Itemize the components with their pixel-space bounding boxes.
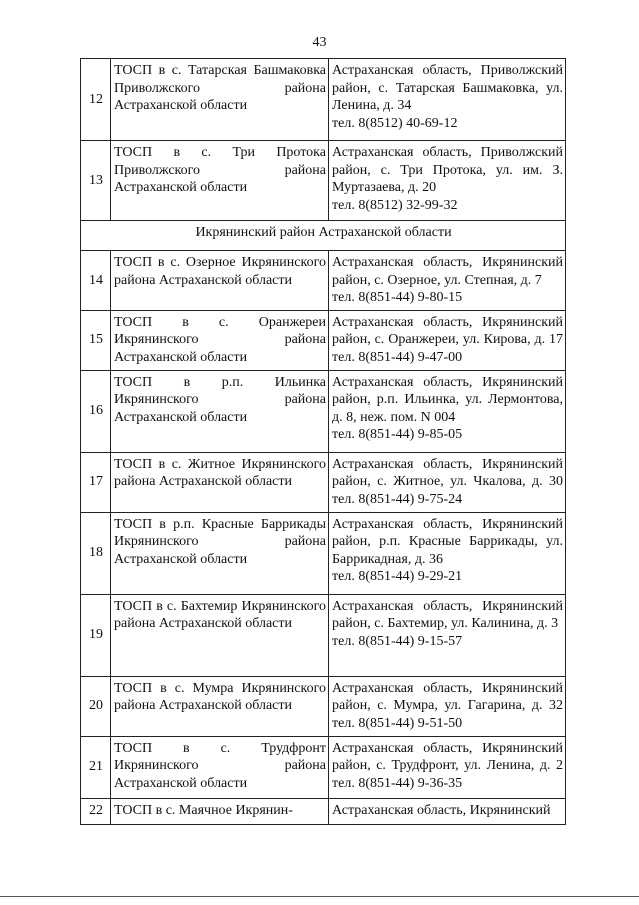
table-row — [81, 798, 566, 824]
office-address: Астраханская область, Икрянинский район, с. Мумра, ул. Гагарина, д. 32 тел. 8(851-44) 9-51-50 — [332, 680, 563, 731]
office-phone: тел. 8(851-44) 9-29-21 — [332, 569, 463, 584]
page-number: 43 — [312, 35, 327, 50]
section-title: Икрянинский район Астраханской области — [81, 221, 566, 251]
office-address-cell — [329, 676, 566, 736]
office-phone: тел. 8(851-44) 9-85-05 — [332, 427, 463, 442]
office-address-cell — [329, 736, 566, 798]
row-number: 16 — [81, 370, 111, 452]
office-phone: тел. 8(851-44) 9-80-15 — [332, 290, 463, 305]
office-address: Астраханская область, Икрянинский район, р.п. Красные Баррикады, ул. Баррикадная, д. 36 — [332, 516, 563, 567]
office-address-cell — [329, 452, 566, 512]
office-address: Астраханская область, Приволжский район, с. Татарская Башмаковка, ул. Ленина, д. 34 — [332, 63, 563, 113]
office-address: Астраханская область, Икрянинский район, с. Трудфронт, ул. Ленина, д. 2 тел. 8(851-44) 9-36-35 — [332, 740, 563, 791]
row-number: 20 — [81, 676, 111, 736]
office-address: Астраханская область, Икрянинский район, с. Оранжереи, ул. Кирова, д. 17 тел. 8(851-44) 9-47-00 — [332, 314, 563, 365]
office-address: Астраханская область, Икрянинский район, с. Бахтемир, ул. Калинина, д. 3 — [332, 598, 563, 631]
office-name: ТОСП в с. Озерное Икрянинского района Астраханской области — [111, 251, 329, 311]
office-name: ТОСП в с. Житное Икрянинского района Астраханской области — [111, 452, 329, 512]
table-row — [81, 452, 566, 512]
office-phone: тел. 8(8512) 40-69-12 — [332, 115, 458, 131]
section-header-row — [81, 221, 566, 251]
office-address-cell — [329, 512, 566, 594]
row-number: 22 — [81, 798, 111, 824]
office-address: Астраханская область, Икрянинский — [332, 802, 551, 818]
table-row — [81, 59, 566, 141]
office-phone: тел. 8(8512) 32-99-32 — [332, 197, 458, 213]
table-row — [81, 736, 566, 798]
office-address: Астраханская область, Приволжский район, с. Три Протока, ул. им. З. Муртазаева, д. 20 — [332, 145, 563, 195]
row-number: 14 — [81, 251, 111, 311]
office-name: ТОСП в с. Маячное Икрянин- — [111, 798, 329, 824]
row-number: 15 — [81, 310, 111, 370]
table-row — [81, 251, 566, 311]
row-number: 19 — [81, 594, 111, 676]
office-name: ТОСП в с. Мумра Икрянинского района Астраханской области — [111, 676, 329, 736]
table-row — [81, 594, 566, 676]
table-row — [81, 676, 566, 736]
table-row — [81, 310, 566, 370]
office-address-cell — [329, 59, 566, 141]
office-name: ТОСП в с. Татарская Башмаковка Приволжского района Астраханской области — [111, 59, 329, 141]
office-phone: тел. 8(851-44) 9-15-57 — [332, 633, 463, 649]
row-number: 12 — [81, 59, 111, 141]
office-address-cell — [329, 594, 566, 676]
row-number: 17 — [81, 452, 111, 512]
office-name: ТОСП в с. Оранжереи Икрянинского района Астраханской области — [111, 310, 329, 370]
office-name: ТОСП в р.п. Красные Баррикады Икрянинского района Астраханской области — [111, 512, 329, 594]
office-address-cell — [329, 798, 566, 824]
row-number: 18 — [81, 512, 111, 594]
office-name: ТОСП в с. Три Протока Приволжского района Астраханской области — [111, 141, 329, 221]
offices-table — [80, 58, 566, 825]
table-row — [81, 141, 566, 221]
row-number: 21 — [81, 736, 111, 798]
office-address: Астраханская область, Икрянинский район, с. Озерное, ул. Степная, д. 7 — [332, 255, 563, 288]
office-address: Астраханская область, Икрянинский район, с. Житное, ул. Чкалова, д. 30 тел. 8(851-44) 9-75-24 — [332, 456, 563, 507]
offices-table-body — [81, 59, 566, 825]
table-row — [81, 370, 566, 452]
office-address-cell — [329, 251, 566, 311]
office-name: ТОСП в с. Трудфронт Икрянинского района Астраханской области — [111, 736, 329, 798]
page-bottom-rule — [0, 896, 639, 897]
office-address: Астраханская область, Икрянинский район, р.п. Ильинка, ул. Лермонтова, д. 8, неж. пом. N 004 — [332, 374, 563, 425]
row-number: 13 — [81, 141, 111, 221]
office-address-cell — [329, 310, 566, 370]
table-row — [81, 512, 566, 594]
office-address-cell — [329, 370, 566, 452]
office-name: ТОСП в р.п. Ильинка Икрянинского района Астраханской области — [111, 370, 329, 452]
office-name: ТОСП в с. Бахтемир Икрянинского района Астраханской области — [111, 594, 329, 676]
office-address-cell — [329, 141, 566, 221]
